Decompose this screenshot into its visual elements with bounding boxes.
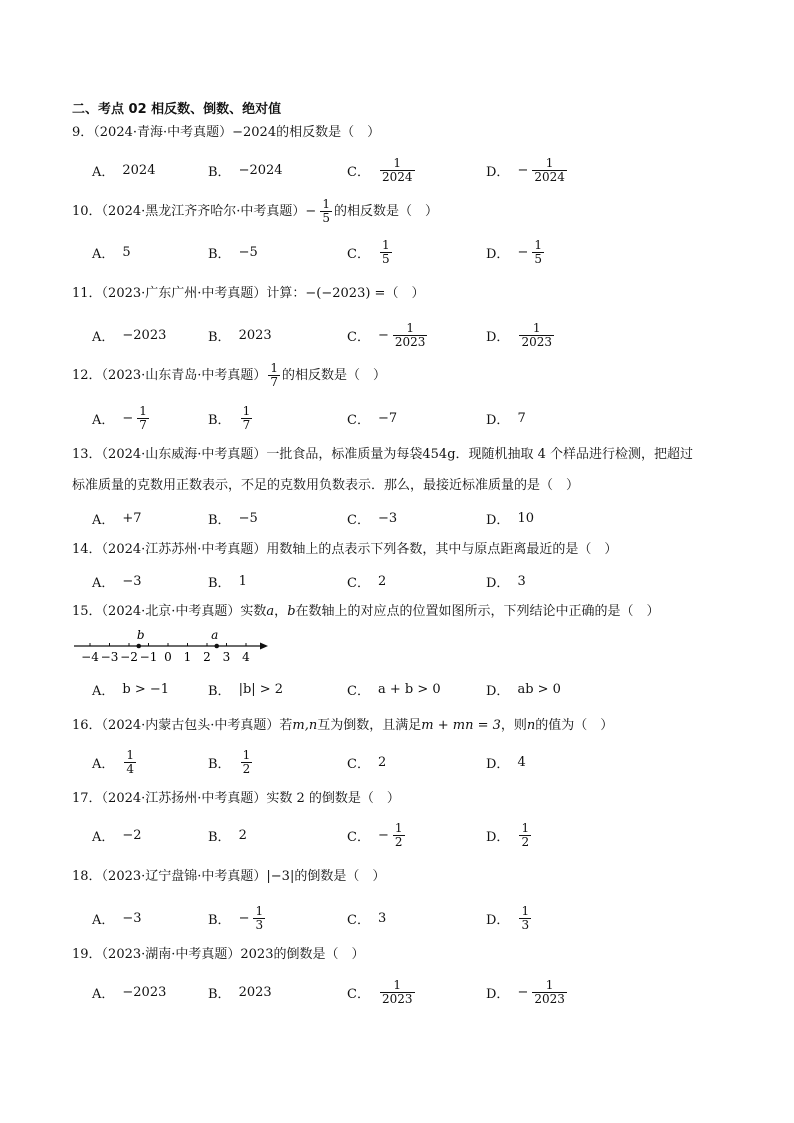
option-label: D．	[486, 756, 510, 772]
section-title: 二、考点 02 相反数、倒数、绝对值	[72, 102, 282, 117]
option-fraction	[124, 749, 136, 776]
fraction-denominator: 7	[270, 375, 279, 389]
question-10-options	[0, 237, 794, 267]
question-19-options	[0, 977, 794, 1007]
equation: m + mn = 3	[421, 718, 501, 733]
question-9-text: −2024的相反数是（ ）	[232, 125, 381, 140]
option-text: −2024	[238, 162, 283, 178]
fraction-denominator: 2023	[394, 334, 426, 349]
question-13-stem-line-2: 标准质量的克数用正数表示，不足的克数用负数表示．那么，最接近标准质量的是（ ）	[72, 478, 580, 493]
option-d[interactable]	[486, 155, 569, 185]
fraction-denominator: 2024	[534, 169, 565, 184]
option-label: D．	[486, 412, 510, 428]
question-18-stem	[72, 868, 385, 886]
fraction-numerator: 1	[545, 155, 554, 170]
option-label: C．	[347, 412, 370, 428]
option-text: −3	[377, 510, 398, 526]
option-label: A．	[92, 512, 115, 528]
fraction-numerator: 1	[521, 903, 530, 918]
option-fraction	[393, 322, 428, 349]
option-c[interactable]	[347, 674, 441, 704]
question-12-text: 的相反数是（ ）	[282, 368, 387, 383]
tick-label: 4	[242, 650, 250, 664]
variable-a: a	[266, 604, 275, 619]
variable-n: n	[526, 718, 536, 733]
option-fraction	[532, 979, 567, 1006]
option-label: D．	[486, 329, 510, 345]
question-15-source: 15．（2024·北京·中考真题）实数	[72, 604, 267, 619]
option-label: A．	[92, 986, 115, 1002]
fraction-numerator: 1	[126, 747, 135, 762]
option-c[interactable]	[347, 403, 397, 433]
option-b[interactable]	[208, 977, 272, 1007]
option-fraction	[519, 822, 531, 849]
fraction-numerator: 1	[532, 320, 541, 335]
option-c[interactable]	[347, 320, 429, 350]
fraction-numerator: 1	[393, 155, 402, 170]
option-label: A．	[92, 164, 115, 180]
question-11-stem	[72, 285, 424, 303]
tick-label: −3	[100, 650, 119, 664]
option-b[interactable]	[208, 820, 247, 850]
option-label: A．	[92, 575, 115, 591]
option-label: A．	[92, 683, 115, 699]
option-d[interactable]	[486, 903, 533, 933]
question-16-stem	[72, 717, 613, 735]
tick-label: −1	[139, 650, 158, 664]
option-label: D．	[486, 246, 510, 262]
option-label: D．	[486, 912, 510, 928]
fraction-numerator: 1	[255, 903, 264, 918]
option-text: 2	[377, 754, 387, 770]
fraction-denominator: 3	[255, 917, 264, 932]
tick-label: 0	[164, 650, 172, 664]
question-13-options	[0, 503, 794, 533]
option-text: |b| > 2	[238, 681, 284, 697]
option-label: C．	[347, 512, 370, 528]
option-c[interactable]	[347, 155, 417, 185]
option-label: C．	[347, 912, 370, 928]
option-b[interactable]	[208, 903, 267, 933]
option-d[interactable]	[486, 566, 526, 596]
option-label: A．	[92, 412, 115, 428]
fraction-numerator: 1	[393, 977, 402, 992]
option-a[interactable]	[92, 237, 131, 267]
question-9-options	[0, 155, 794, 185]
option-sign: −	[517, 244, 529, 260]
option-text: b > −1	[122, 681, 170, 697]
option-text: 2023	[238, 984, 272, 1000]
question-14-stem: 14．（2024·江苏苏州·中考真题）用数轴上的点表示下列各数，其中与原点距离最近的是（ ）	[72, 542, 618, 557]
option-label: C．	[347, 829, 370, 845]
option-label: A．	[92, 246, 115, 262]
option-label: A．	[92, 329, 115, 345]
option-text: 2	[377, 573, 387, 589]
option-sign: −	[377, 827, 389, 843]
option-a[interactable]	[92, 320, 166, 350]
option-b[interactable]	[208, 747, 254, 777]
option-d[interactable]	[486, 820, 533, 850]
option-fraction	[380, 239, 392, 266]
fraction-denominator: 2	[521, 834, 530, 849]
number-line	[72, 630, 272, 664]
option-text: −2023	[122, 327, 167, 343]
option-text: 7	[517, 410, 526, 426]
option-fraction	[393, 822, 405, 849]
fraction-denominator: 3	[521, 917, 530, 932]
question-9-source: 9．（2024·青海·中考真题）	[72, 125, 233, 140]
option-a[interactable]	[92, 155, 155, 185]
fraction-numerator: 1	[394, 820, 403, 835]
question-16-options	[0, 747, 794, 777]
question-10-source: 10．（2024·黑龙江齐齐哈尔·中考真题）	[72, 204, 306, 219]
fraction-numerator: 1	[242, 403, 251, 418]
option-d[interactable]	[486, 403, 526, 433]
point-b	[136, 644, 141, 649]
option-fraction	[241, 405, 253, 432]
option-text: 2023	[238, 327, 272, 343]
option-label: A．	[92, 912, 115, 928]
option-label: D．	[486, 512, 510, 528]
option-c[interactable]	[347, 237, 394, 267]
option-text: 4	[517, 754, 526, 770]
fraction-numerator: 1	[381, 237, 390, 252]
option-b[interactable]	[208, 403, 254, 433]
question-16-source: 16．（2024·内蒙古包头·中考真题）若	[72, 718, 293, 733]
option-label: B．	[208, 329, 231, 345]
option-fraction	[241, 749, 253, 776]
option-text: 3	[517, 573, 526, 589]
option-d[interactable]	[486, 320, 556, 350]
point-a	[214, 644, 219, 649]
tick-label: −2	[120, 650, 138, 664]
option-label: B．	[208, 683, 231, 699]
option-d[interactable]	[486, 237, 546, 267]
option-label: B．	[208, 986, 231, 1002]
question-19-stem: 19．（2023·湖南·中考真题）2023的倒数是（ ）	[72, 947, 365, 962]
fraction-numerator: 1	[545, 977, 554, 992]
option-label: C．	[347, 683, 370, 699]
option-text: −5	[238, 510, 258, 526]
question-18-source: 18．（2023·辽宁盘锦·中考真题）	[72, 869, 267, 884]
option-fraction	[532, 157, 567, 184]
option-text: a + b > 0	[377, 681, 441, 697]
option-text: 5	[122, 244, 131, 260]
fraction-denominator: 2023	[534, 991, 565, 1006]
option-label: A．	[92, 829, 115, 845]
option-a[interactable]	[92, 403, 151, 433]
option-text: −3	[122, 910, 142, 926]
option-fraction	[380, 979, 415, 1006]
option-fraction	[253, 905, 265, 932]
option-b[interactable]	[208, 320, 272, 350]
option-label: D．	[486, 164, 510, 180]
option-label: D．	[486, 986, 510, 1002]
question-17-options	[0, 820, 794, 850]
option-a[interactable]	[92, 503, 142, 533]
option-d[interactable]	[486, 747, 526, 777]
question-10-sign: −	[305, 204, 317, 219]
tick-label: 2	[203, 650, 211, 664]
option-text: −7	[377, 410, 398, 426]
option-label: C．	[347, 164, 370, 180]
option-d[interactable]	[486, 977, 569, 1007]
question-11-expression: −(−2023) =	[305, 286, 386, 301]
fraction-denominator: 2024	[381, 169, 413, 184]
question-10-fraction	[320, 198, 332, 225]
option-fraction	[532, 239, 544, 266]
question-13-stem-line-1: 13．（2024·山东威海·中考真题）一批食品，标准质量为每袋454g．现随机抽取 4 个样品进行检测，把超过	[72, 447, 694, 462]
option-a[interactable]	[92, 820, 142, 850]
option-label: B．	[208, 512, 231, 528]
option-label: C．	[347, 329, 370, 345]
fraction-numerator: 1	[242, 747, 251, 762]
option-b[interactable]	[208, 237, 258, 267]
separator: ，	[274, 604, 288, 619]
option-sign: −	[517, 984, 529, 1000]
question-18-text: 的倒数是（ ）	[294, 869, 386, 884]
option-text: −5	[238, 244, 258, 260]
option-a[interactable]	[92, 977, 166, 1007]
option-text: −3	[122, 573, 142, 589]
option-text: 2024	[122, 162, 156, 178]
option-text: −2023	[122, 984, 167, 1000]
option-text: ab > 0	[517, 681, 561, 697]
option-label: A．	[92, 756, 115, 772]
fraction-numerator: 1	[139, 403, 147, 418]
question-16-text-2: ，则	[500, 718, 527, 733]
question-9-stem	[72, 124, 380, 142]
tick-label: 3	[222, 650, 231, 664]
question-11-source: 11．（2023·广东广州·中考真题）计算：	[72, 286, 306, 301]
option-sign: −	[238, 910, 250, 926]
tick-label: 1	[183, 650, 192, 664]
option-label: C．	[347, 575, 370, 591]
fraction-denominator: 2023	[381, 991, 413, 1006]
option-a[interactable]	[92, 674, 169, 704]
option-c[interactable]	[347, 977, 417, 1007]
option-text: −2	[122, 827, 142, 843]
option-c[interactable]	[347, 903, 386, 933]
question-18-options	[0, 903, 794, 933]
question-12-options	[0, 403, 794, 433]
variable-b: b	[287, 604, 296, 619]
option-text: 1	[238, 573, 247, 589]
question-15-options	[0, 674, 794, 704]
option-c[interactable]	[347, 747, 386, 777]
option-fraction	[519, 905, 531, 932]
question-10-text: 的相反数是（ ）	[333, 204, 438, 219]
fraction-denominator: 7	[139, 417, 147, 432]
question-15-stem	[72, 603, 660, 621]
fraction-numerator: 1	[534, 237, 542, 252]
point-b-label: b	[136, 630, 145, 642]
option-label: B．	[208, 829, 231, 845]
option-fraction	[519, 322, 554, 349]
arrow-right-icon	[260, 643, 268, 650]
option-label: D．	[486, 575, 510, 591]
question-15-text: 在数轴上的对应点的位置如图所示，下列结论中正确的是（ ）	[295, 604, 660, 619]
variables-mn: m,n	[292, 718, 318, 733]
option-label: B．	[208, 164, 231, 180]
question-16-text-1: 互为倒数，且满足	[317, 718, 422, 733]
question-12-stem	[72, 362, 386, 389]
option-sign: −	[122, 410, 134, 426]
fraction-numerator: 1	[521, 820, 530, 835]
question-12-source: 12．（2023·山东青岛·中考真题）	[72, 368, 267, 383]
option-label: B．	[208, 412, 231, 428]
option-a[interactable]	[92, 747, 138, 777]
option-text: 10	[517, 510, 534, 526]
question-14-options	[0, 566, 794, 596]
option-c[interactable]	[347, 503, 397, 533]
option-d[interactable]	[486, 503, 534, 533]
fraction-denominator: 5	[381, 251, 390, 266]
question-17-stem: 17．（2024·江苏扬州·中考真题）实数 2 的倒数是（ ）	[72, 791, 400, 806]
option-label: C．	[347, 756, 370, 772]
option-a[interactable]	[92, 566, 142, 596]
option-label: D．	[486, 829, 510, 845]
absolute-value: |−3|	[266, 869, 295, 884]
question-11-options	[0, 320, 794, 350]
fraction-numerator: 1	[406, 320, 414, 335]
option-b[interactable]	[208, 674, 283, 704]
option-sign: −	[517, 162, 529, 178]
option-a[interactable]	[92, 903, 142, 933]
option-sign: −	[377, 327, 389, 343]
option-fraction	[137, 405, 149, 432]
option-b[interactable]	[208, 155, 283, 185]
fraction-numerator: 1	[270, 361, 279, 375]
point-a-label: a	[211, 630, 219, 642]
option-label: B．	[208, 575, 231, 591]
fraction-denominator: 2	[394, 834, 403, 849]
option-text: 3	[377, 910, 387, 926]
option-label: B．	[208, 246, 231, 262]
option-label: C．	[347, 246, 370, 262]
fraction-numerator: 1	[322, 197, 330, 211]
fraction-denominator: 5	[534, 251, 542, 266]
option-c[interactable]	[347, 820, 407, 850]
option-c[interactable]	[347, 566, 386, 596]
option-text: +7	[122, 510, 142, 526]
option-d[interactable]	[486, 674, 561, 704]
option-label: D．	[486, 683, 510, 699]
fraction-denominator: 4	[126, 761, 135, 776]
question-16-text-3: 的值为（ ）	[535, 718, 614, 733]
option-fraction	[380, 157, 415, 184]
question-11-text: （ ）	[385, 286, 425, 301]
option-b[interactable]	[208, 503, 258, 533]
option-label: B．	[208, 912, 231, 928]
fraction-denominator: 7	[242, 417, 251, 432]
question-12-fraction	[268, 362, 280, 389]
option-label: C．	[347, 986, 370, 1002]
question-10-stem	[72, 198, 438, 225]
fraction-denominator: 2	[242, 761, 251, 776]
fraction-denominator: 5	[322, 211, 330, 225]
option-label: B．	[208, 756, 231, 772]
option-text: 2	[238, 827, 247, 843]
option-b[interactable]	[208, 566, 247, 596]
fraction-denominator: 2023	[521, 334, 552, 349]
tick-label: −4	[81, 650, 99, 664]
